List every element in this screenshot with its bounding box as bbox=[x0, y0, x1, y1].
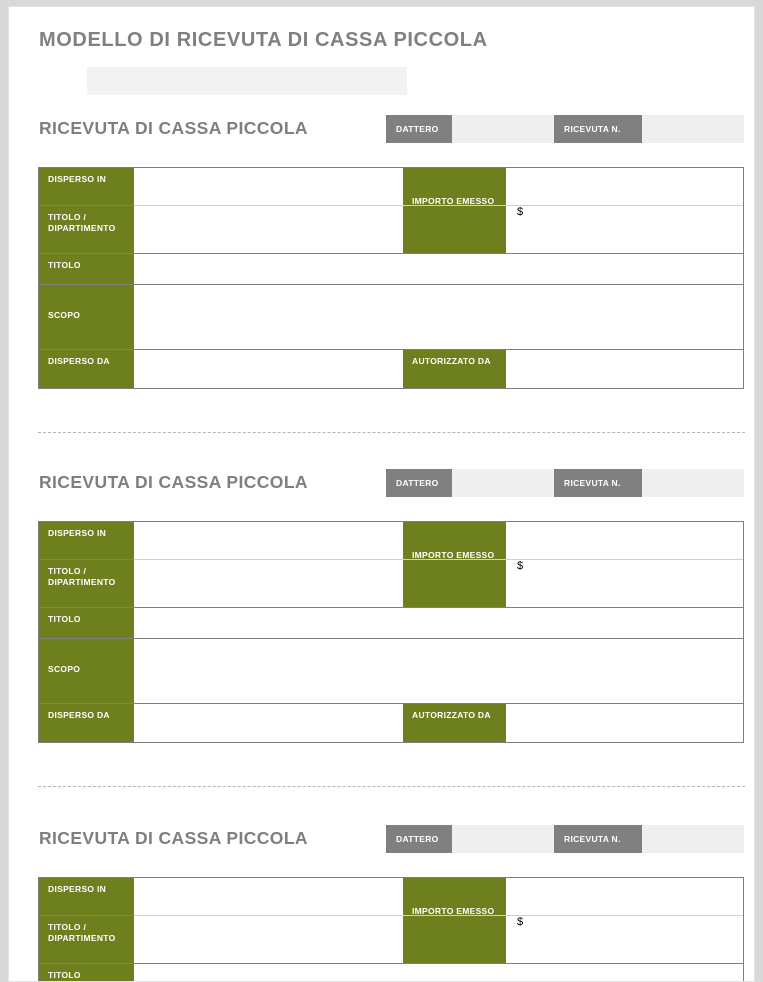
receipt-block-3 bbox=[9, 825, 755, 859]
title-field-1[interactable] bbox=[134, 254, 743, 284]
section-divider-1 bbox=[38, 432, 745, 433]
title-label-3: TITOLO bbox=[39, 964, 134, 982]
title-department-label-1: TITOLO / DIPARTIMENTO bbox=[39, 206, 134, 253]
currency-symbol-3: $ bbox=[517, 916, 524, 928]
receipt-table-2 bbox=[38, 521, 744, 743]
title-department-label-3: TITOLO / DIPARTIMENTO bbox=[39, 916, 134, 963]
disbursed-in-field-1[interactable] bbox=[134, 168, 743, 206]
disbursed-in-label-1: DISPERSO IN bbox=[39, 168, 134, 206]
disbursed-in-field-3[interactable] bbox=[134, 878, 743, 916]
row-disbursed-by-1 bbox=[39, 350, 743, 388]
receipt-meta-3 bbox=[386, 825, 744, 853]
authorized-by-field-1[interactable] bbox=[506, 350, 743, 388]
amount-issued-label-3: IMPORTO EMESSO bbox=[403, 878, 506, 964]
receipt-no-field-2[interactable] bbox=[642, 469, 744, 497]
date-label-3: DATTERO bbox=[386, 825, 452, 853]
row-title-2 bbox=[39, 608, 743, 639]
row-purpose-1 bbox=[39, 285, 743, 350]
amount-issued-label-2: IMPORTO EMESSO bbox=[403, 522, 506, 608]
title-field-3[interactable] bbox=[134, 964, 743, 982]
title-department-field-2[interactable] bbox=[134, 560, 743, 607]
receipt-header-2 bbox=[9, 469, 755, 503]
date-field-2[interactable] bbox=[452, 469, 554, 497]
receipt-header-1 bbox=[9, 115, 755, 149]
purpose-field-1[interactable] bbox=[134, 285, 743, 349]
authorized-by-field-2[interactable] bbox=[506, 704, 743, 742]
receipt-no-field-3[interactable] bbox=[642, 825, 744, 853]
receipt-meta-2 bbox=[386, 469, 744, 497]
row-disbursed-in-1 bbox=[39, 168, 743, 206]
receipt-header-3 bbox=[9, 825, 755, 859]
authorized-by-label-1: AUTORIZZATO DA bbox=[403, 350, 506, 388]
receipt-no-label-1: RICEVUTA N. bbox=[554, 115, 642, 143]
section-divider-2 bbox=[38, 786, 745, 787]
receipt-title-1: RICEVUTA DI CASSA PICCOLA bbox=[39, 118, 308, 138]
document-sheet bbox=[8, 6, 755, 982]
purpose-label-1: SCOPO bbox=[39, 285, 134, 349]
receipt-no-label-3: RICEVUTA N. bbox=[554, 825, 642, 853]
date-field-1[interactable] bbox=[452, 115, 554, 143]
receipt-block-1 bbox=[9, 115, 755, 149]
row-title-3 bbox=[39, 964, 743, 982]
date-label-2: DATTERO bbox=[386, 469, 452, 497]
receipt-table-1 bbox=[38, 167, 744, 389]
date-field-3[interactable] bbox=[452, 825, 554, 853]
disbursed-in-label-2: DISPERSO IN bbox=[39, 522, 134, 560]
purpose-field-2[interactable] bbox=[134, 639, 743, 703]
receipt-block-2 bbox=[9, 469, 755, 503]
purpose-label-2: SCOPO bbox=[39, 639, 134, 703]
disbursed-by-label-1: DISPERSO DA bbox=[39, 350, 134, 388]
page-title: MODELLO DI RICEVUTA DI CASSA PICCOLA bbox=[39, 29, 488, 51]
receipt-no-label-2: RICEVUTA N. bbox=[554, 469, 642, 497]
disbursed-in-label-3: DISPERSO IN bbox=[39, 878, 134, 916]
row-title-department-3 bbox=[39, 916, 743, 964]
row-title-department-2 bbox=[39, 560, 743, 608]
row-title-1 bbox=[39, 254, 743, 285]
disbursed-by-field-1[interactable] bbox=[134, 350, 403, 388]
receipt-table-3 bbox=[38, 877, 744, 982]
authorized-by-label-2: AUTORIZZATO DA bbox=[403, 704, 506, 742]
logo-placeholder bbox=[87, 67, 407, 95]
currency-symbol-1: $ bbox=[517, 206, 524, 218]
title-department-field-3[interactable] bbox=[134, 916, 743, 963]
receipt-title-3: RICEVUTA DI CASSA PICCOLA bbox=[39, 828, 308, 848]
row-purpose-2 bbox=[39, 639, 743, 704]
title-department-label-2: TITOLO / DIPARTIMENTO bbox=[39, 560, 134, 607]
disbursed-in-field-2[interactable] bbox=[134, 522, 743, 560]
receipt-title-2: RICEVUTA DI CASSA PICCOLA bbox=[39, 472, 308, 492]
disbursed-by-label-2: DISPERSO DA bbox=[39, 704, 134, 742]
date-label-1: DATTERO bbox=[386, 115, 452, 143]
title-field-2[interactable] bbox=[134, 608, 743, 638]
receipt-meta-1 bbox=[386, 115, 744, 143]
disbursed-by-field-2[interactable] bbox=[134, 704, 403, 742]
currency-symbol-2: $ bbox=[517, 560, 524, 572]
row-disbursed-in-3 bbox=[39, 878, 743, 916]
receipt-no-field-1[interactable] bbox=[642, 115, 744, 143]
row-disbursed-in-2 bbox=[39, 522, 743, 560]
row-title-department-1 bbox=[39, 206, 743, 254]
amount-issued-label-1: IMPORTO EMESSO bbox=[403, 168, 506, 254]
title-label-1: TITOLO bbox=[39, 254, 134, 284]
title-label-2: TITOLO bbox=[39, 608, 134, 638]
title-department-field-1[interactable] bbox=[134, 206, 743, 253]
row-disbursed-by-2 bbox=[39, 704, 743, 742]
